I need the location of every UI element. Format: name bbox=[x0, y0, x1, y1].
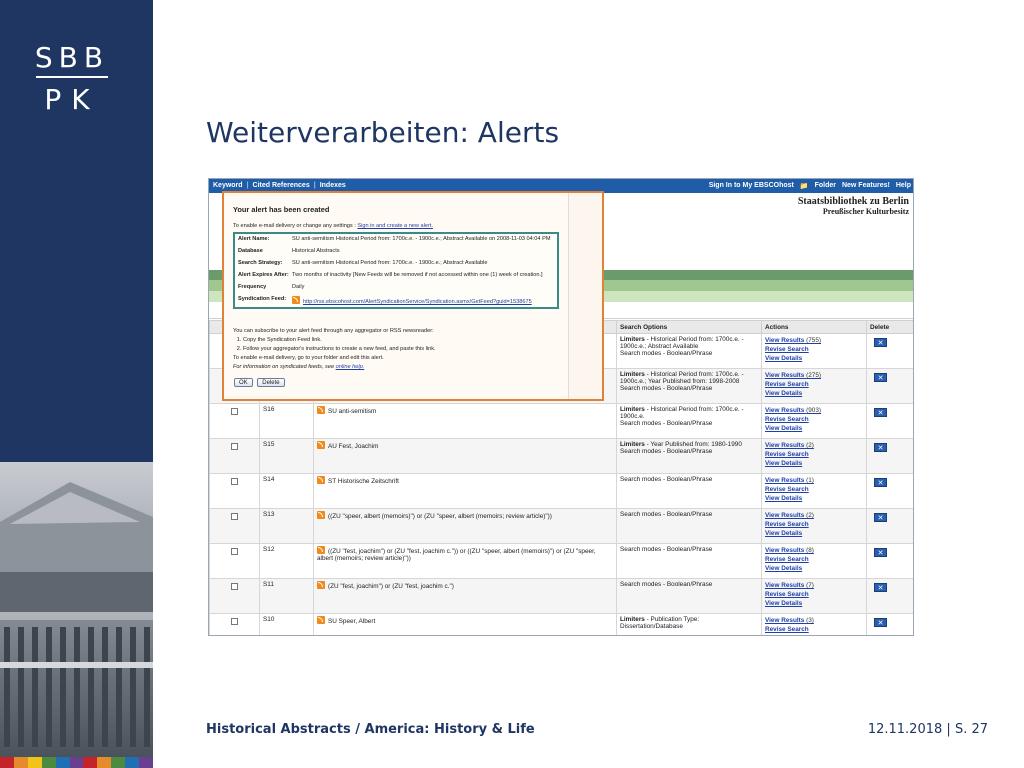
detail-value bbox=[292, 236, 554, 244]
revise-search-link[interactable]: Revise Search bbox=[765, 556, 809, 563]
search-modes: Search modes - Boolean/Phrase bbox=[620, 448, 713, 455]
logo-rule bbox=[36, 76, 108, 78]
search-terms: ((ZU "speer, albert (memoirs)") or (ZU "speer, albert (memoirs; review article)")) bbox=[328, 513, 552, 520]
color-strip-segment bbox=[139, 757, 153, 768]
view-details-link[interactable]: View Details bbox=[765, 565, 803, 572]
limiters-value: - Publication Type: Dissertation/Database bbox=[620, 616, 700, 630]
limiters-line bbox=[620, 371, 758, 385]
footer-database-name: Historical Abstracts / America: History & Life bbox=[206, 722, 535, 737]
nav-separator: | bbox=[246, 182, 249, 189]
view-results-link[interactable] bbox=[765, 371, 863, 380]
limiters-label: Limiters bbox=[620, 406, 645, 413]
table-row bbox=[210, 474, 915, 509]
result-count: (2) bbox=[806, 442, 814, 449]
result-count: (275) bbox=[806, 372, 822, 379]
detail-value bbox=[292, 260, 554, 268]
nav-link[interactable]: Keyword bbox=[213, 182, 243, 189]
search-options-cell bbox=[617, 474, 762, 509]
delete-alert-button[interactable]: Delete bbox=[257, 378, 284, 387]
step-item: 2. Follow your aggregator's instructions to create a new feed, and paste this link. bbox=[243, 345, 436, 354]
detail-text: SU anti-semitism Historical Period from: 1700c.e. - 1900c.e.; Abstract Available bbox=[292, 260, 488, 266]
limiters-label: Limiters bbox=[620, 616, 645, 623]
row-checkbox[interactable] bbox=[231, 478, 238, 485]
table-row bbox=[210, 509, 915, 544]
rss-icon[interactable] bbox=[317, 616, 325, 624]
dialog-title: Your alert has been created bbox=[233, 205, 330, 214]
rss-icon[interactable] bbox=[317, 511, 325, 519]
building-illustration bbox=[0, 462, 153, 757]
actions-cell bbox=[762, 544, 867, 579]
delete-cell bbox=[867, 509, 915, 544]
search-options-cell bbox=[617, 614, 762, 637]
view-details-link[interactable]: View Details bbox=[765, 530, 803, 537]
detail-value bbox=[292, 248, 554, 256]
detail-row bbox=[235, 246, 557, 258]
view-details-link[interactable]: View Details bbox=[765, 600, 803, 607]
color-strip-segment bbox=[14, 757, 28, 768]
search-options-cell bbox=[617, 334, 762, 369]
detail-row bbox=[235, 294, 557, 307]
detail-value bbox=[292, 284, 554, 292]
color-strip-segment bbox=[111, 757, 125, 768]
row-checkbox[interactable] bbox=[231, 513, 238, 520]
view-details-link[interactable]: View Details bbox=[765, 425, 803, 432]
row-checkbox[interactable] bbox=[231, 618, 238, 625]
result-count: (7) bbox=[806, 582, 814, 589]
limiters-label: Limiters bbox=[620, 336, 645, 343]
search-options-cell bbox=[617, 509, 762, 544]
limiters-value: - Historical Period from: 1700c.e. - 1900c.e.; Year Published from: 1998-2008 bbox=[620, 371, 744, 385]
limiters-value: - Historical Period from: 1700c.e. - 1900c.e.; Abstract Available bbox=[620, 336, 744, 350]
search-id: S12 bbox=[260, 544, 314, 579]
rss-icon[interactable] bbox=[317, 546, 325, 554]
search-id: S14 bbox=[260, 474, 314, 509]
table-row bbox=[210, 544, 915, 579]
search-terms: ((ZU "fest, joachim") or (ZU "fest, joachim c.")) or ((ZU "speer, albert (memoirs)") or (ZU "speer, albert (memoirs; review article)")) bbox=[317, 548, 596, 562]
detail-text: SU anti-semitism Historical Period from: 1700c.e. - 1900c.e.; Abstract Available on 2008-11-03 04:04 PM bbox=[292, 236, 551, 242]
footer-date: 12.11.2018 bbox=[867, 722, 943, 737]
library-branding bbox=[798, 196, 909, 216]
color-strip-segment bbox=[56, 757, 70, 768]
detail-label: Search Strategy: bbox=[238, 260, 283, 266]
delete-cell bbox=[867, 614, 915, 637]
info-text: For information on syndicated feeds, see bbox=[233, 364, 335, 370]
view-results-link[interactable] bbox=[765, 336, 863, 345]
dialog-intro bbox=[233, 223, 433, 229]
rss-icon bbox=[292, 296, 300, 304]
actions-cell bbox=[762, 579, 867, 614]
detail-text: Daily bbox=[292, 284, 305, 290]
nav-link[interactable]: Indexes bbox=[319, 182, 346, 189]
delete-x-icon[interactable]: ✕ bbox=[874, 548, 887, 557]
result-count: (1) bbox=[806, 477, 814, 484]
revise-search-link[interactable]: Revise Search bbox=[765, 626, 809, 633]
view-details-link[interactable]: View Details bbox=[765, 495, 803, 502]
result-count: (3) bbox=[806, 617, 814, 624]
result-count: (2) bbox=[806, 512, 814, 519]
view-results-label: View Results bbox=[765, 547, 805, 554]
limiters-label: Limiters bbox=[620, 441, 645, 448]
table-row bbox=[210, 614, 915, 637]
detail-label: Frequency bbox=[238, 284, 267, 290]
table-row bbox=[210, 404, 915, 439]
view-results-label: View Results bbox=[765, 407, 805, 414]
actions-cell bbox=[762, 474, 867, 509]
delete-cell bbox=[867, 334, 915, 369]
view-results-link[interactable] bbox=[765, 581, 863, 590]
search-id: S13 bbox=[260, 509, 314, 544]
search-terms-cell bbox=[314, 509, 617, 544]
search-terms: SU Speer, Albert bbox=[328, 618, 376, 625]
revise-search-link[interactable]: Revise Search bbox=[765, 451, 809, 458]
detail-text: Two months of inactivity [New Feeds will be removed if not accessed within one (1) week of creation.] bbox=[292, 272, 543, 278]
actions-cell bbox=[762, 334, 867, 369]
step-item: 1. Copy the Syndication Feed link. bbox=[243, 336, 436, 345]
view-results-label: View Results bbox=[765, 477, 805, 484]
nav-link[interactable]: New Features! bbox=[841, 182, 890, 189]
nav-link[interactable]: Sign In to My EBSCOhost bbox=[708, 182, 794, 189]
actions-cell bbox=[762, 509, 867, 544]
search-terms-cell bbox=[314, 614, 617, 637]
result-count: (8) bbox=[806, 547, 814, 554]
view-results-label: View Results bbox=[765, 442, 805, 449]
view-results-label: View Results bbox=[765, 617, 805, 624]
detail-row bbox=[235, 270, 557, 282]
revise-search-link[interactable]: Revise Search bbox=[765, 521, 809, 528]
delete-x-icon[interactable]: ✕ bbox=[874, 443, 887, 452]
view-results-link[interactable] bbox=[765, 406, 863, 415]
detail-value bbox=[292, 272, 554, 280]
sign-in-link[interactable]: Sign in and create a new alert. bbox=[357, 223, 433, 229]
detail-label: Syndication Feed: bbox=[238, 296, 287, 302]
search-id: S16 bbox=[260, 404, 314, 439]
nav-link[interactable]: Help bbox=[895, 182, 911, 189]
select-cell bbox=[210, 509, 260, 544]
search-modes: Search modes - Boolean/Phrase bbox=[620, 546, 713, 553]
search-terms-cell bbox=[314, 404, 617, 439]
delete-cell bbox=[867, 369, 915, 404]
search-terms: (ZU "fest, joachim") or (ZU "fest, joachim c.") bbox=[328, 583, 454, 590]
view-results-label: View Results bbox=[765, 372, 805, 379]
limiters-line bbox=[620, 336, 758, 350]
rss-icon[interactable] bbox=[317, 441, 325, 449]
search-modes: Search modes - Boolean/Phrase bbox=[620, 420, 713, 427]
dialog-side-strip bbox=[568, 193, 602, 399]
revise-search-link[interactable]: Revise Search bbox=[765, 591, 809, 598]
color-strip-segment bbox=[125, 757, 139, 768]
delete-x-icon[interactable]: ✕ bbox=[874, 583, 887, 592]
nav-left-links bbox=[213, 182, 346, 189]
footer-separator: | bbox=[946, 722, 951, 737]
table-row bbox=[210, 439, 915, 474]
library-subtitle: Preußischer Kulturbesitz bbox=[822, 207, 909, 216]
revise-search-link[interactable]: Revise Search bbox=[765, 416, 809, 423]
limiters-value: - Historical Period from: 1700c.e. - 1900c.e. bbox=[620, 406, 744, 420]
color-strip-segment bbox=[70, 757, 84, 768]
color-strip-segment bbox=[97, 757, 111, 768]
search-id: S11 bbox=[260, 579, 314, 614]
slide-title: Weiterverarbeiten: Alerts bbox=[206, 116, 560, 149]
nav-right-links bbox=[709, 182, 911, 190]
view-results-link[interactable] bbox=[765, 441, 863, 450]
delete-x-icon[interactable]: ✕ bbox=[874, 373, 887, 382]
view-details-link[interactable]: View Details bbox=[765, 460, 803, 467]
result-count: (755) bbox=[806, 337, 822, 344]
detail-label: Alert Expires After: bbox=[238, 272, 289, 278]
color-strip-segment bbox=[42, 757, 56, 768]
delete-x-icon[interactable]: ✕ bbox=[874, 478, 887, 487]
search-modes: Search modes - Boolean/Phrase bbox=[620, 581, 713, 588]
actions-cell bbox=[762, 439, 867, 474]
search-options-cell bbox=[617, 544, 762, 579]
delete-x-icon[interactable]: ✕ bbox=[874, 338, 887, 347]
search-terms-cell bbox=[314, 474, 617, 509]
detail-text: Historical Abstracts bbox=[292, 248, 340, 254]
row-checkbox[interactable] bbox=[231, 408, 238, 415]
alert-created-dialog bbox=[222, 191, 604, 401]
logo-line-2: PK bbox=[44, 83, 100, 116]
search-terms-cell bbox=[314, 579, 617, 614]
search-id: S15 bbox=[260, 439, 314, 474]
result-count: (903) bbox=[806, 407, 822, 414]
view-results-link[interactable] bbox=[765, 511, 863, 520]
rss-icon[interactable] bbox=[317, 406, 325, 414]
limiters-line bbox=[620, 441, 758, 448]
color-strip-segment bbox=[28, 757, 42, 768]
revise-search-link[interactable]: Revise Search bbox=[765, 381, 809, 388]
sidebar-band bbox=[0, 0, 153, 768]
search-terms: ST Historische Zeitschrift bbox=[328, 478, 399, 485]
search-modes: Search modes - Boolean/Phrase bbox=[620, 476, 713, 483]
search-terms-cell bbox=[314, 544, 617, 579]
logo-line-1: SBB bbox=[34, 41, 110, 74]
folder-icon: 📁 bbox=[799, 183, 809, 190]
view-results-link[interactable] bbox=[765, 616, 863, 625]
view-results-label: View Results bbox=[765, 582, 805, 589]
nav-link[interactable]: Folder bbox=[814, 182, 836, 189]
delete-x-icon[interactable]: ✕ bbox=[874, 618, 887, 627]
footer-date-page bbox=[868, 722, 988, 737]
footer-page: S. 27 bbox=[954, 722, 988, 737]
view-results-label: View Results bbox=[765, 512, 805, 519]
search-terms-cell bbox=[314, 439, 617, 474]
select-cell bbox=[210, 404, 260, 439]
revise-search-link[interactable]: Revise Search bbox=[765, 486, 809, 493]
detail-row bbox=[235, 282, 557, 294]
delete-x-icon[interactable]: ✕ bbox=[874, 513, 887, 522]
detail-row bbox=[235, 234, 557, 246]
library-name: Staatsbibliothek zu Berlin bbox=[797, 196, 909, 207]
dialog-buttons bbox=[234, 378, 288, 387]
select-cell bbox=[210, 579, 260, 614]
steps-list bbox=[243, 336, 436, 354]
view-details-link[interactable]: View Details bbox=[765, 390, 803, 397]
alert-details-box bbox=[233, 232, 559, 309]
color-strip bbox=[0, 757, 153, 768]
col-search-options: Search Options bbox=[617, 321, 762, 334]
ok-button[interactable]: OK bbox=[234, 378, 253, 387]
limiters-value: - Year Published from: 1980-1990 bbox=[646, 441, 742, 448]
view-results-link[interactable] bbox=[765, 476, 863, 485]
info-line bbox=[233, 363, 436, 372]
color-strip-segment bbox=[83, 757, 97, 768]
search-modes: Search modes - Boolean/Phrase bbox=[620, 385, 713, 392]
row-checkbox[interactable] bbox=[231, 583, 238, 590]
nav-link[interactable]: Cited References bbox=[252, 182, 310, 189]
col-delete: Delete bbox=[867, 321, 915, 334]
nav-separator: | bbox=[313, 182, 316, 189]
search-id: S10 bbox=[260, 614, 314, 637]
view-details-link[interactable]: View Details bbox=[765, 355, 803, 362]
view-results-link[interactable] bbox=[765, 546, 863, 555]
subscribe-text: You can subscribe to your alert feed through any aggregator or RSS newsreader: bbox=[233, 328, 434, 334]
view-results-label: View Results bbox=[765, 337, 805, 344]
detail-row bbox=[235, 258, 557, 270]
select-cell bbox=[210, 614, 260, 637]
search-modes: Search modes - Boolean/Phrase bbox=[620, 350, 713, 357]
detail-value bbox=[292, 296, 554, 305]
limiters-label: Limiters bbox=[620, 371, 645, 378]
table-row bbox=[210, 579, 915, 614]
online-help-link[interactable]: online help. bbox=[335, 364, 365, 370]
search-options-cell bbox=[617, 369, 762, 404]
row-checkbox[interactable] bbox=[231, 443, 238, 450]
revise-search-link[interactable]: Revise Search bbox=[765, 346, 809, 353]
rss-icon[interactable] bbox=[317, 581, 325, 589]
email-text: To enable e-mail delivery, go to your folder and edit this alert. bbox=[233, 355, 384, 361]
limiters-line bbox=[620, 406, 758, 420]
delete-cell bbox=[867, 439, 915, 474]
delete-cell bbox=[867, 579, 915, 614]
sbb-pk-logo bbox=[32, 42, 112, 116]
select-cell bbox=[210, 544, 260, 579]
limiters-line bbox=[620, 616, 758, 630]
delete-cell bbox=[867, 544, 915, 579]
rss-icon[interactable] bbox=[317, 476, 325, 484]
row-checkbox[interactable] bbox=[231, 548, 238, 555]
syndication-feed-link[interactable]: http://rss.ebscohost.com/AlertSyndicationService/Syndication.asmx/GetFeed?guid=1538675 bbox=[303, 299, 532, 305]
search-terms: AU Fest, Joachim bbox=[328, 443, 379, 450]
select-cell bbox=[210, 439, 260, 474]
actions-cell bbox=[762, 404, 867, 439]
search-terms: SU anti-semitism bbox=[328, 408, 377, 415]
detail-label: Alert Name: bbox=[238, 236, 270, 242]
delete-x-icon[interactable]: ✕ bbox=[874, 408, 887, 417]
search-options-cell bbox=[617, 439, 762, 474]
dialog-instructions bbox=[233, 327, 436, 372]
search-modes: Search modes - Boolean/Phrase bbox=[620, 511, 713, 518]
intro-text: To enable e-mail delivery or change any settings : bbox=[233, 223, 356, 229]
actions-cell bbox=[762, 369, 867, 404]
search-options-cell bbox=[617, 579, 762, 614]
building-photo bbox=[0, 462, 153, 757]
col-actions: Actions bbox=[762, 321, 867, 334]
select-cell bbox=[210, 474, 260, 509]
delete-cell bbox=[867, 404, 915, 439]
search-options-cell bbox=[617, 404, 762, 439]
actions-cell bbox=[762, 614, 867, 637]
detail-label: Database bbox=[238, 248, 263, 254]
delete-cell bbox=[867, 474, 915, 509]
color-strip-segment bbox=[0, 757, 14, 768]
